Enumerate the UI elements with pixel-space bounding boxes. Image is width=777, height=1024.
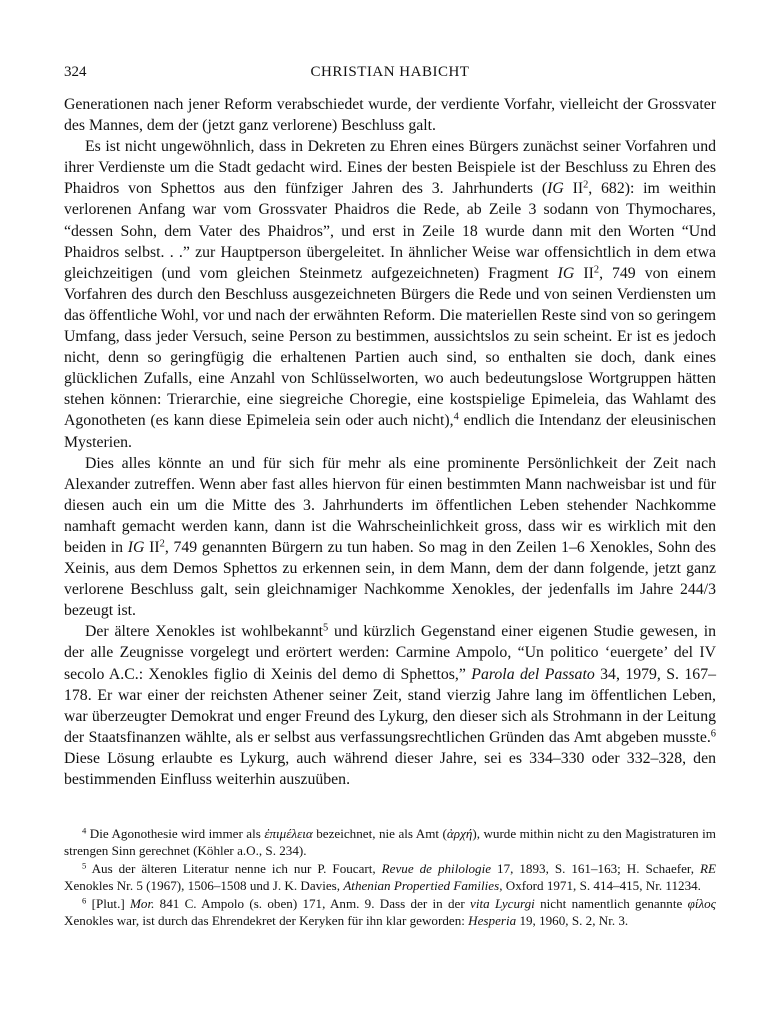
abbreviation-ig: IG (547, 180, 564, 198)
greek-term: ἀρχή (446, 826, 473, 841)
journal-title: Hesperia (468, 913, 517, 929)
journal-title: Parola del Passato (471, 665, 595, 683)
text-run: und kürzlich Gegenstand einer eigenen Studie gewesen, in der alle Zeugnisse vorgelegt und erörtert werden: Carmine Ampolo, “Un politico ‘euergete’ del IV secolo A.C.: Xenokles figlio di Xeinis del demo di Sphettos,” (64, 623, 716, 683)
footnote-ref-6: 6 (710, 728, 716, 740)
text-run: II (574, 264, 594, 282)
text-run: 841 C. Ampolo (s. oben) 171, Anm. 9. Dass der in der (154, 895, 471, 911)
text-run: Xenokles Nr. 5 (1967), 1506–1508 und J. K. Davies, (64, 878, 344, 894)
work-title: Mor. (129, 895, 155, 911)
text-run: endlich die Intendanz der eleusinischen Mysterien. (64, 412, 716, 451)
footnote-5 (64, 860, 716, 895)
text-run: , 682): im weithin verlorenen Anfang war vom Grossvater Phaidros die Rede, ab Zeile 3 sodann von Thymochares, “dessen Sohn, dem Vater des Phaidros”, und erst in Zeile 18 wurde dann mit den Worten “Und Phaidros selbst. . .” zur Hauptperson übergeleitet. In ähnlicher Weise war offensichtlich in dem etwa gleichzeitigen (und vom gleichen Steinmetz aufgezeichneten) Fragment (64, 180, 716, 282)
superscript: 2 (159, 538, 165, 550)
text-run: ), wurde mithin nicht zu den Magistraturen im strengen Sinn gerechnet (Köhler a.O., S. 234). (64, 826, 716, 859)
text-run: , 749 genannten Bürgern zu tun haben. So mag in den Zeilen 1–6 Xenokles, Sohn des Xeinis, aus dem Demos Sphettos zu erkennen sein, in dem Mann, dem der dann folgende, jetzt ganz verlorene Beschluss galt, sein gleichnamiger Nachkomme Xenokles, der jedenfalls im Jahre 244/3 bezeugt ist. (64, 538, 716, 620)
main-text (64, 94, 716, 790)
running-head: CHRISTIAN HABICHT (310, 64, 470, 80)
text-run: Aus der älteren Literatur nenne ich nur P. Foucart, (86, 860, 382, 876)
work-title: vita Lycurgi (470, 895, 535, 911)
book-title: Athenian Propertied Families (343, 878, 500, 894)
text-run: Der ältere Xenokles ist wohlbekannt (85, 623, 323, 641)
text-run: 34, 1979, S. 167–178. Er war einer der reichsten Athener seiner Zeit, stand vierzig Jahre lang im öffentlichen Leben, war überzeugter Demokrat und enger Freund des Lykurg, den dieser sich als Strohmann in der Leitung der Staatsfinanzen wählte, als er selbst aus verfassungsrechtlichen Gründen das Amt abgeben musste. (64, 665, 717, 746)
paragraph-4 (64, 621, 716, 790)
text-run: , Oxford 1971, S. 414–415, Nr. 11234. (499, 878, 701, 894)
text-run: II (563, 180, 584, 198)
paragraph-2 (64, 136, 716, 452)
footnote-number: 5 (82, 860, 87, 871)
text-run: , 749 von einem Vorfahren des durch den Beschluss ausgezeichneten Bürgers die Rede und von seinen Verdiensten um das öffentliche Wohl, vor und nach der erwähnten Reform. Die materiellen Reste sind von so geringem Umfang, dass jeder Versuch, seine Person zu bestimmen, aussichtslos zu sein scheint. Er ist es jedoch nicht, denn so geringfügig die erhaltenen Partien auch sind, so enthalten sie doch, dank eines glücklichen Zufalls, eine Anzahl von Schlüsselworten, wo auch bedeutungslose Wortgruppen hätten stehen können: Trierarchie, eine siegreiche Choregie, eine kostspielige Epimeleia, das Wahlamt des Agonotheten (es kann diese Epimeleia sein oder auch nicht), (64, 264, 716, 430)
footnote-number: 4 (82, 825, 87, 836)
text-run: II (144, 538, 160, 556)
paragraph-3 (64, 453, 716, 622)
page-number: 324 (64, 64, 87, 80)
page-header (64, 64, 716, 88)
text-run: nicht namentlich genannte (534, 895, 688, 911)
text-run: bezeichnet, nie als Amt ( (312, 826, 447, 841)
footnote-number: 6 (82, 894, 87, 905)
greek-term: φίλος (687, 895, 716, 911)
footnotes (64, 825, 716, 929)
abbreviation-ig: IG (557, 264, 575, 282)
footnote-ref-4: 4 (453, 411, 459, 423)
text-run: Dies alles könnte an und für sich für mehr als eine prominente Persönlichkeit der Zeit nach Alexander zutreffen. Wenn aber fast alles hiervon für einen bestimmten Mann nachweisbar ist und für diesen auch ein um die Mitte des 3. Jahrhunderts im öffentlichen Leben stehender Nachkomme namhaft gemacht werden kann, dann ist die Wahrscheinlichkeit gross, dass wir es wirklich mit den beiden in (64, 454, 716, 556)
footnote-6 (64, 895, 716, 930)
abbreviation-re: RE (700, 860, 717, 876)
abbreviation-ig: IG (127, 538, 145, 556)
text-run: Diese Lösung erlaubte es Lykurg, auch während dieser Jahre, sei es 334–330 oder 332–328, den bestimmenden Einfluss weiterhin auszuüben. (64, 749, 716, 788)
text-run: Die Agonothesie wird immer als (86, 826, 265, 841)
text-run: 17, 1893, S. 161–163; H. Schaefer, (491, 860, 701, 876)
journal-title: Revue de philologie (381, 860, 492, 876)
footnote-4 (64, 825, 716, 860)
paragraph-1: Generationen nach jener Reform verabschiedet wurde, der verdiente Vorfahr, vielleicht der Grossvater des Mannes, dem der (jetzt ganz verlorene) Beschluss galt. (64, 96, 716, 135)
superscript: 2 (583, 179, 589, 191)
text-run: 19, 1960, S. 2, Nr. 3. (516, 913, 629, 929)
superscript: 2 (593, 264, 600, 276)
text-run: Xenokles war, ist durch das Ehrendekret der Keryken für ihn klar geworden: (64, 913, 469, 929)
greek-term: ἐπιμέλεια (264, 826, 313, 841)
text-run: [Plut.] (86, 895, 130, 911)
text-run: Es ist nicht ungewöhnlich, dass in Dekreten zu Ehren eines Bürgers zunächst seiner Vorfahren und ihrer Verdienste um die Stadt gedacht wird. Eines der besten Beispiele ist der Beschluss zu Ehren des Phaidros von Sphettos aus den fünfziger Jahren des 3. Jahrhunderts ( (64, 138, 716, 198)
footnote-ref-5: 5 (322, 622, 329, 634)
